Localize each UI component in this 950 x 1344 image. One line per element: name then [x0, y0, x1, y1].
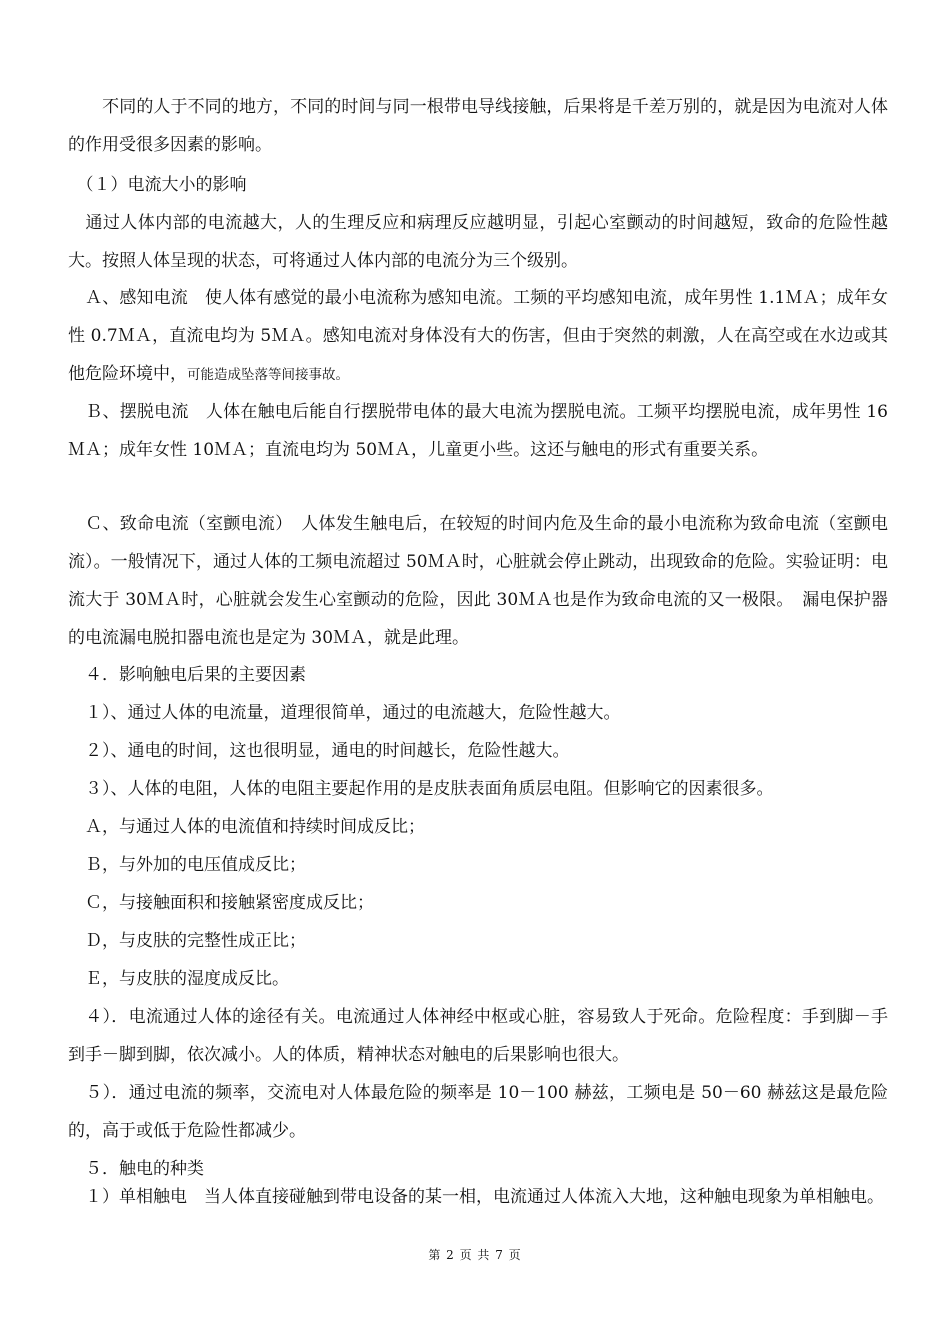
paragraph-single-phase: １）单相触电 当人体直接碰触到带电设备的某一相，电流通过人体流入大地，这种触电现象为单相触电。 [68, 1187, 884, 1207]
factor-3-b: Ｂ，与外加的电压值成反比； [68, 855, 306, 875]
paragraph-current-magnitude: 通过人体内部的电流越大，人的生理反应和病理反应越明显，引起心室颤动的时间越短，致命的危险性越大。按照人体呈现的状态，可将通过人体内部的电流分为三个级别。 [68, 213, 888, 271]
factor-1: １）、通过人体的电流量，道理很简单，通过的电流越大，危险性越大。 [68, 703, 621, 723]
factor-3-d: Ｄ，与皮肤的完整性成正比； [68, 931, 306, 951]
page-footer: 第 2 页 共 7 页 [428, 1248, 522, 1262]
factor-3-e: Ｅ，与皮肤的湿度成反比。 [68, 969, 289, 989]
heading-current-magnitude: （１）电流大小的影响 [68, 175, 247, 195]
paragraph-perception-current [68, 279, 888, 394]
factor-3: ３）、人体的电阻，人体的电阻主要起作用的是皮肤表面角质层电阻。但影响它的因素很多。 [68, 779, 774, 799]
factor-2: ２）、通电的时间，这也很明显，通电的时间越长，危险性越大。 [68, 741, 570, 761]
perception-current-tail: 可能造成坠落等间接事故。 [187, 367, 349, 383]
factor-3-c: Ｃ，与接触面积和接触紧密度成反比； [68, 893, 374, 913]
factor-5: ５）．通过电流的频率，交流电对人体最危险的频率是 10－100 赫兹，工频电是 50－60 赫兹这是最危险的，高于或低于危险性都减少。 [68, 1083, 888, 1141]
factor-3-a: Ａ，与通过人体的电流值和持续时间成反比； [68, 817, 425, 837]
paragraph-lethal-current: Ｃ、致命电流（室颤电流） 人体发生触电后，在较短的时间内危及生命的最小电流称为致命电流（室颤电流）。一般情况下，通过人体的工频电流超过 50ＭＡ时，心脏就会停止跳动，出现致命的危险。实验证明：电流大于 30ＭＡ时，心脏就会发生心室颤动的危险，因此 30ＭＡ也是作为致命电流的又一极限。 漏电保护器的电流漏电脱扣器电流也是定为 30ＭＡ，就是此理。 [68, 514, 888, 648]
perception-current-text: Ａ、感知电流 使人体有感觉的最小电流称为感知电流。工频的平均感知电流，成年男性 1.1ＭＡ；成年女性 0.7ＭＡ，直流电均为 5ＭＡ。感知电流对身体没有大的伤害，但由于突然的刺激，人在高空或在水边或其他危险环境中， [68, 288, 888, 384]
paragraph-intro: 不同的人于不同的地方，不同的时间与同一根带电导线接触，后果将是千差万别的，就是因为电流对人体的作用受很多因素的影响。 [68, 97, 888, 155]
paragraph-let-go-current: Ｂ、摆脱电流 人体在触电后能自行摆脱带电体的最大电流为摆脱电流。工频平均摆脱电流，成年男性 16ＭＡ；成年女性 10ＭＡ；直流电均为 50ＭＡ，儿童更小些。这还与触电的形式有重要关系。 [68, 402, 888, 460]
heading-factors: ４．影响触电后果的主要因素 [68, 665, 306, 685]
factor-4: ４）．电流通过人体的途径有关。电流通过人体神经中枢或心脏，容易致人于死命。危险程度：手到脚－手到手－脚到脚，依次减小。人的体质，精神状态对触电的后果影响也很大。 [68, 1007, 888, 1065]
heading-shock-types: ５．触电的种类 [68, 1159, 204, 1179]
